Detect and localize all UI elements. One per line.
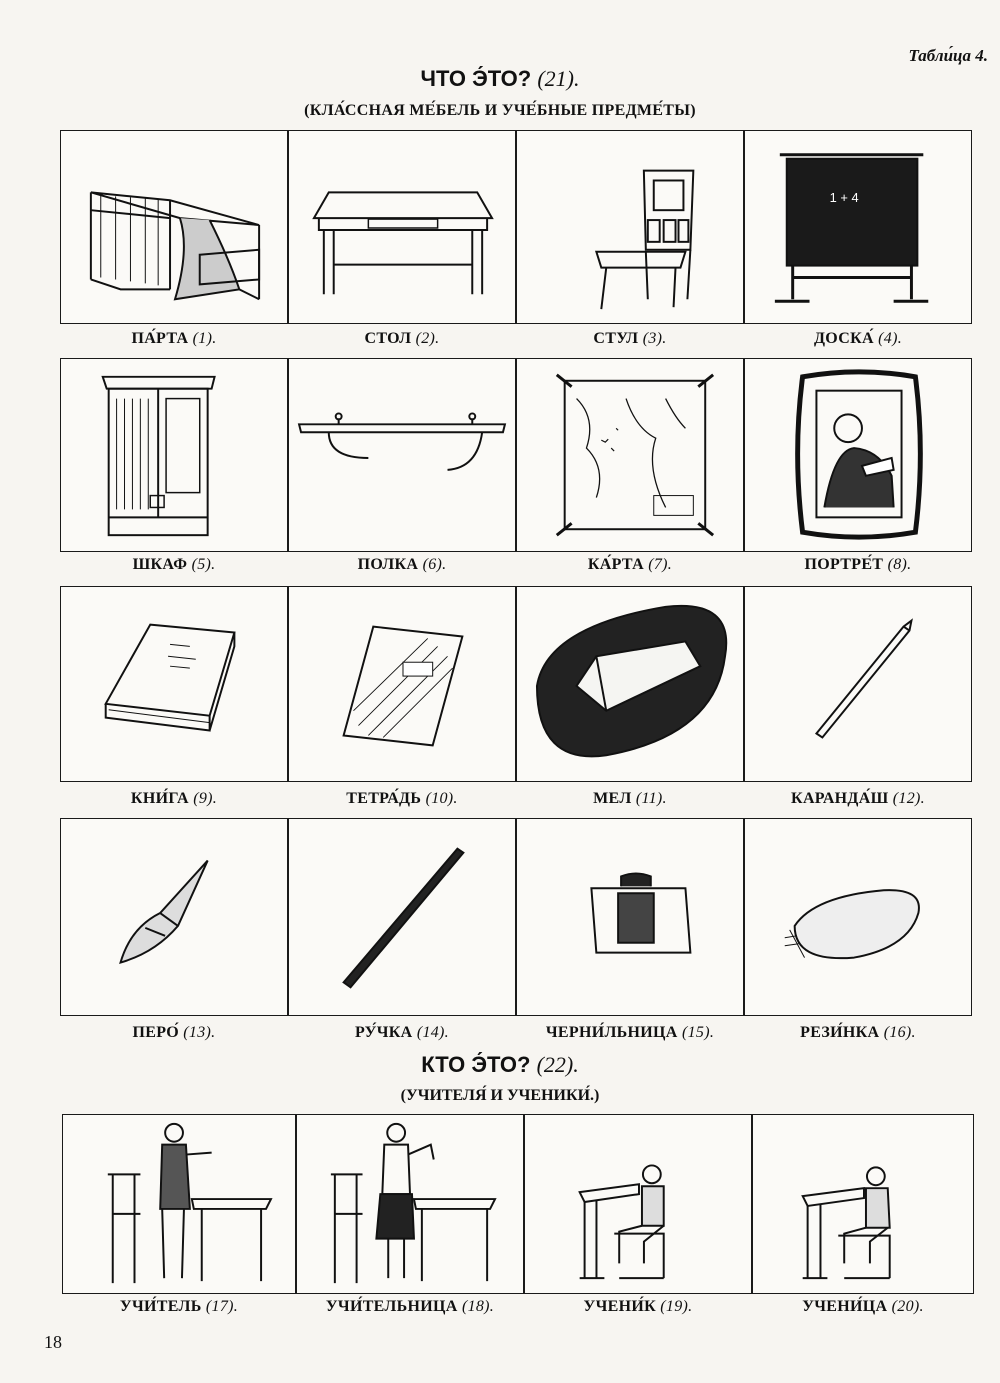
cupboard-picture (60, 358, 288, 552)
map-icon (517, 359, 743, 551)
chalk-picture (516, 586, 744, 782)
caption-20: УЧЕНИ́ЦА (20). (802, 1298, 924, 1315)
caption-6: ПОЛКА (6). (357, 556, 447, 573)
pen-nib-icon (61, 819, 287, 1015)
caption-16: РЕЗИ́НКА (16). (800, 1024, 916, 1041)
caption-19: УЧЕНИ́К (19). (583, 1298, 693, 1315)
pencil-icon (745, 587, 971, 781)
chalk-icon (517, 587, 743, 781)
caption-12: КАРАНДА́Ш (12). (791, 790, 925, 807)
blackboard-picture (744, 130, 972, 324)
pupil-boy-picture (524, 1114, 752, 1294)
table-icon (289, 131, 515, 323)
caption-13: ПЕРО́ (13). (132, 1024, 216, 1041)
page-number: 18 (44, 1332, 62, 1352)
chair-picture (516, 130, 744, 324)
caption-11: МЕЛ (11). (593, 790, 667, 807)
pen-nib-picture (60, 818, 288, 1016)
school-desk-icon (61, 131, 287, 323)
teacher-icon (63, 1115, 295, 1293)
blackboard-icon (745, 131, 971, 323)
female-teacher-icon (297, 1115, 523, 1293)
pen-holder-icon (289, 819, 515, 1015)
pupil-girl-picture (752, 1114, 974, 1294)
caption-9: КНИ́ГА (9). (130, 790, 218, 807)
section1-title-text: ЧТО Э́ТО? (420, 66, 532, 91)
caption-17: УЧИ́ТЕЛЬ (17). (119, 1298, 239, 1315)
caption-7: КА́РТА (7). (587, 556, 673, 573)
book-picture (60, 586, 288, 782)
caption-2: СТОЛ (2). (364, 330, 440, 347)
teacher-picture (62, 1114, 296, 1294)
chair-icon (517, 131, 743, 323)
inkwell-icon (517, 819, 743, 1015)
cupboard-icon (61, 359, 287, 551)
desk-picture (60, 130, 288, 324)
section2-title (0, 1052, 1000, 1078)
section2-subtitle: (УЧИТЕЛЯ́ И УЧЕНИКИ́.) (400, 1087, 600, 1104)
eraser-picture (744, 818, 972, 1016)
notebook-icon (289, 587, 515, 781)
shelf-picture (288, 358, 516, 552)
caption-8: ПОРТРЕ́Т (8). (804, 556, 912, 573)
section2-title-num: (22). (536, 1052, 579, 1077)
caption-15: ЧЕРНИ́ЛЬНИЦА (15). (545, 1024, 715, 1041)
portrait-picture (744, 358, 972, 552)
table-picture (288, 130, 516, 324)
section1-subtitle: (КЛА́ССНАЯ МЕ́БЕЛЬ И УЧЕ́БНЫЕ ПРЕДМЕ́ТЫ) (304, 102, 696, 119)
book-icon (61, 587, 287, 781)
table-label: Табли́ца 4. (908, 46, 988, 65)
caption-3: СТУЛ (3). (593, 330, 667, 347)
section2-title-text: КТО Э́ТО? (421, 1052, 531, 1077)
section1-title (0, 66, 1000, 92)
pupil-girl-icon (753, 1115, 973, 1293)
section1-title-num: (21). (537, 66, 580, 91)
blackboard-text: 1 + 4 (829, 190, 859, 206)
caption-4: ДОСКА́ (4). (813, 330, 903, 347)
eraser-icon (745, 819, 971, 1015)
female-teacher-picture (296, 1114, 524, 1294)
pen-holder-picture (288, 818, 516, 1016)
caption-1: ПА́РТА (1). (131, 330, 217, 347)
caption-14: РУ́ЧКА (14). (355, 1024, 449, 1041)
caption-10: ТЕТРА́ДЬ (10). (346, 790, 458, 807)
caption-5: ШКАФ (5). (132, 556, 216, 573)
pencil-picture (744, 586, 972, 782)
shelf-icon (289, 359, 515, 551)
portrait-icon (745, 359, 971, 551)
caption-18: УЧИ́ТЕЛЬНИЦА (18). (325, 1298, 495, 1315)
pupil-boy-icon (525, 1115, 751, 1293)
inkwell-picture (516, 818, 744, 1016)
notebook-picture (288, 586, 516, 782)
map-picture (516, 358, 744, 552)
